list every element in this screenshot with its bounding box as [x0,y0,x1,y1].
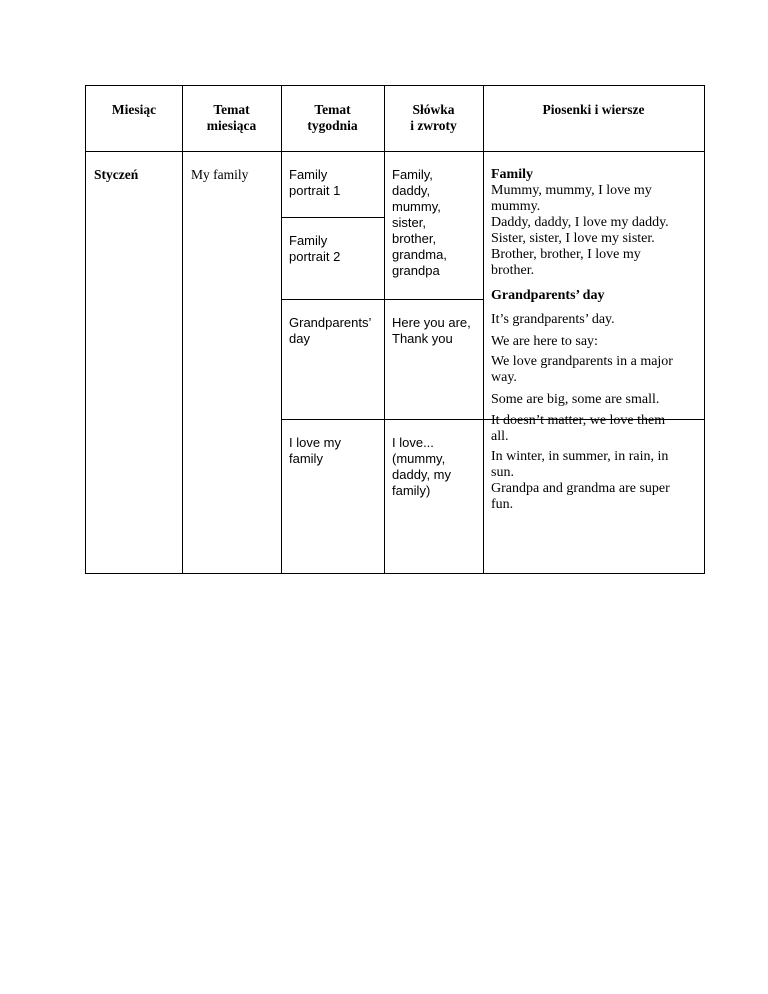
week-1-line2: portrait 1 [289,183,341,198]
song-line: It’s grandparents’ day. [491,312,615,327]
header-words-line1: Słówka [412,102,455,117]
song-line: Mummy, mummy, I love my [491,183,652,198]
song-grandparents-title-text: Grandparents’ day [491,288,605,303]
word: grandma, [392,247,447,262]
word: Here you are, [392,315,471,330]
month-value: Styczeń [94,167,139,182]
header-words [384,102,483,134]
week-2-line2: portrait 2 [289,249,341,264]
song-line: brother. [491,263,535,278]
week-3-line1: Grandparents’ [289,315,372,330]
header-topic-week [281,102,384,134]
cell-topic-month [191,167,248,183]
column-divider [384,86,385,573]
song-family-title: Family [491,167,533,182]
word: I love... [392,435,434,450]
song-line: Grandpa and grandma are super [491,481,670,496]
song-line-block [491,312,615,328]
word: family) [392,483,431,498]
week-divider [281,299,483,300]
cell-week-3 [289,315,371,347]
week-4-line2: family [289,451,323,466]
cell-words-family [392,167,447,279]
word: daddy, my [392,467,452,482]
song-line: sun. [491,465,514,480]
word: grandpa [392,263,440,278]
word: Thank you [392,331,453,346]
curriculum-table [85,85,705,574]
word: (mummy, [392,451,446,466]
header-songs [483,102,704,118]
song-line: It doesn’t matter, we love them [491,413,666,428]
song-line: fun. [491,497,514,512]
word: daddy, [392,183,431,198]
week-2-line1: Family [289,233,328,248]
song-line: Brother, brother, I love my [491,247,641,262]
topic-month-value: My family [191,167,249,182]
cell-month [94,167,138,183]
cell-week-2 [289,233,340,265]
header-songs-label: Piosenki i wiersze [542,102,645,117]
week-4-line1: I love my [289,435,342,450]
column-divider [281,86,282,573]
cell-week-1 [289,167,340,199]
header-month [86,102,182,118]
week-divider [281,217,384,218]
word: brother, [392,231,437,246]
song-line-block [491,392,659,408]
song-line: We love grandparents in a major [491,354,673,369]
header-topic-week-line2: tygodnia [307,118,358,133]
header-topic-week-line1: Temat [314,102,351,117]
song-grandparents-title [491,288,604,304]
word: mummy, [392,199,441,214]
word: Family, [392,167,433,182]
song-line-block [491,334,598,350]
song-line: We are here to say: [491,334,598,349]
column-divider [182,86,183,573]
cell-week-4 [289,435,341,467]
week-3-line2: day [289,331,310,346]
song-line-block [491,354,673,386]
header-month-label: Miesiąc [111,102,157,117]
song-line: Some are big, some are small. [491,392,660,407]
cell-words-grandparents [392,315,471,347]
cell-words-love [392,435,451,499]
song-family [491,167,669,279]
week-1-line1: Family [289,167,328,182]
header-topic-month [182,102,281,134]
header-topic-month-line2: miesiąca [206,118,257,133]
song-line: Daddy, daddy, I love my daddy. [491,215,669,230]
header-words-line2: i zwroty [410,118,457,133]
song-line: In winter, in summer, in rain, in [491,449,669,464]
song-line: all. [491,429,509,444]
song-line-block [491,413,665,445]
song-line-block [491,449,670,513]
song-line: mummy. [491,199,541,214]
header-topic-month-line1: Temat [213,102,250,117]
column-divider [483,86,484,573]
header-divider [86,151,704,152]
song-line: Sister, sister, I love my sister. [491,231,655,246]
word: sister, [392,215,426,230]
song-line: way. [491,370,517,385]
